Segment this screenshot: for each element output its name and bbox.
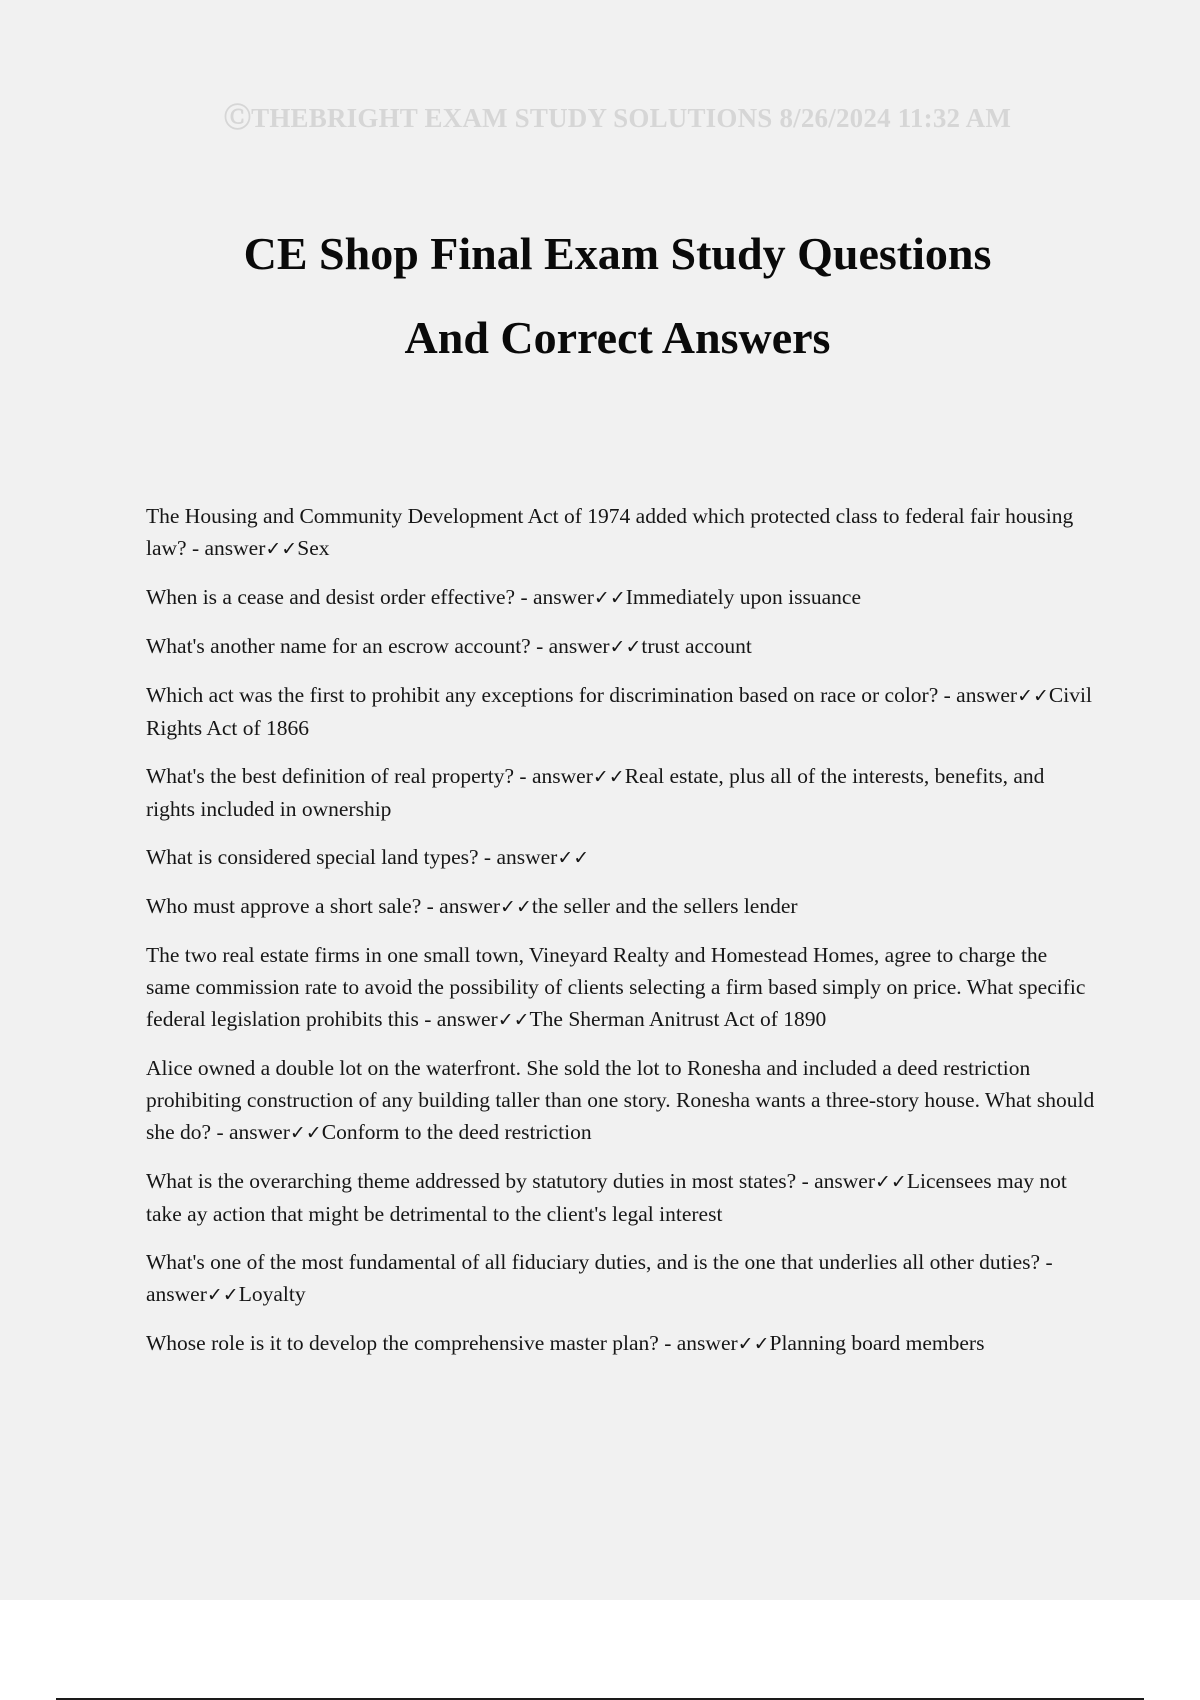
qa-item <box>146 760 1096 825</box>
qa-item <box>146 500 1096 565</box>
question-text: Who must approve a short sale? - answer <box>146 894 501 918</box>
double-check-icon: ✓✓ <box>737 1333 770 1355</box>
answer-text: the seller and the sellers lender <box>531 894 798 918</box>
question-list <box>146 500 1096 1376</box>
document-title <box>0 212 1200 380</box>
double-check-icon: ✓✓ <box>265 538 298 560</box>
answer-text: trust account <box>641 634 752 658</box>
double-check-icon: ✓✓ <box>592 766 625 788</box>
question-text: What is the overarching theme addressed by statutory duties in most states? - answer <box>146 1169 876 1193</box>
question-text: When is a cease and desist order effective? - answer <box>146 585 594 609</box>
question-text: What is considered special land types? - answer <box>146 845 558 869</box>
double-check-icon: ✓✓ <box>875 1171 907 1193</box>
qa-item <box>146 890 1096 923</box>
title-line-1: CE Shop Final Exam Study Questions <box>243 228 992 279</box>
answer-text: Loyalty <box>238 1282 306 1306</box>
answer-text: Civil Rights Act of 1866 <box>146 683 1092 740</box>
qa-item <box>146 1246 1096 1311</box>
qa-item <box>146 581 1096 614</box>
question-text: The two real estate firms in one small town, Vineyard Realty and Homestead Homes, agree to charge the same commission rate to avoid the possibility of clients selecting a firm based simply on price. What specific federal legislation prohibits this - answer <box>146 943 1086 1031</box>
question-text: What's the best definition of real property? - answer <box>146 764 593 788</box>
answer-text: Immediately upon issuance <box>625 585 861 609</box>
qa-item <box>146 630 1096 663</box>
qa-item <box>146 1052 1096 1149</box>
qa-item <box>146 679 1096 744</box>
qa-item <box>146 1165 1096 1230</box>
qa-item <box>146 939 1096 1036</box>
double-check-icon: ✓✓ <box>500 896 532 918</box>
question-text: What's one of the most fundamental of all fiduciary duties, and is the one that underlies all other duties? - answer <box>146 1250 1053 1306</box>
watermark: ⒸTHEBRIGHT EXAM STUDY SOLUTIONS 8/26/2024 11:32 AM <box>223 103 1012 133</box>
answer-text: Licensees may not take ay action that might be detrimental to the client's legal interest <box>146 1169 1067 1226</box>
qa-item <box>146 841 1096 874</box>
title-line-2: And Correct Answers <box>404 312 831 363</box>
double-check-icon: ✓✓ <box>609 636 642 658</box>
answer-text: Real estate, plus all of the interests, benefits, and rights included in ownership <box>146 764 1045 821</box>
double-check-icon: ✓✓ <box>497 1009 530 1031</box>
double-check-icon: ✓✓ <box>1017 685 1049 707</box>
question-text: Which act was the first to prohibit any exceptions for discrimination based on race or color? - answer <box>146 683 1018 707</box>
answer-text: Conform to the deed restriction <box>321 1120 592 1144</box>
double-check-icon: ✓✓ <box>557 847 590 869</box>
question-text: Whose role is it to develop the comprehensive master plan? - answer <box>146 1331 738 1355</box>
double-check-icon: ✓✓ <box>206 1284 239 1306</box>
question-text: The Housing and Community Development Act of 1974 added which protected class to federal fair housing law? - answer <box>146 504 1074 560</box>
answer-text: Sex <box>297 536 330 560</box>
double-check-icon: ✓✓ <box>289 1122 322 1144</box>
answer-text: The Sherman Anitrust Act of 1890 <box>529 1007 827 1031</box>
question-text: Alice owned a double lot on the waterfront. She sold the lot to Ronesha and included a deed restriction prohibiting construction of any building taller than one story. Ronesha wants a three-story house. What should she do? - answer <box>146 1056 1095 1144</box>
double-check-icon: ✓✓ <box>593 587 626 609</box>
qa-item <box>146 1327 1096 1360</box>
answer-text: Planning board members <box>769 1331 985 1355</box>
question-text: What's another name for an escrow account? - answer <box>146 634 610 658</box>
